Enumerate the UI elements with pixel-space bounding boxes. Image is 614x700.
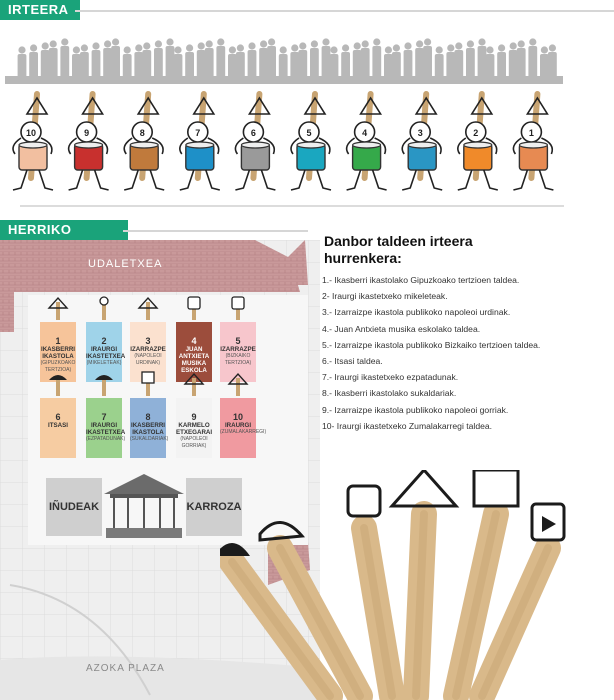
order-item: 10- Iraurgi ikastetxeko Zumalakarregi taldea. [322, 420, 493, 431]
crowd-illustration [0, 36, 614, 88]
hat-icon [92, 370, 116, 396]
lantern-icon [182, 294, 206, 320]
triangle-icon [46, 294, 70, 320]
group-number: 8 [145, 412, 151, 422]
chef-hat-icon [136, 370, 160, 396]
drummer-number: 3 [417, 128, 423, 138]
inudeak-box: IÑUDEAK [46, 478, 102, 536]
triangle-icon [226, 370, 250, 396]
group-block-10 [220, 398, 267, 458]
triangle-icon [182, 370, 206, 396]
group-number: 3 [145, 336, 151, 346]
order-item: 9.- Izarraizpe ikastola publikoko napoleoi gorriak. [322, 404, 509, 415]
order-item: 8.- Ikasberri ikastolako sukaldariak. [322, 388, 457, 399]
group-name: KARMELO ETXEGARAI [176, 422, 213, 436]
drummer-number: 5 [306, 128, 312, 138]
group-subtitle: (ZUMALAKARREGI) [220, 429, 267, 435]
drummer-3 [402, 94, 442, 190]
market-square-label: AZOKA PLAZA [86, 663, 165, 674]
group-number: 4 [191, 336, 197, 346]
group-subtitle: (GIPUZKOAKO TERTZIOA) [40, 360, 76, 373]
order-title-line2: hurrenkera: [324, 250, 402, 266]
group-number: 5 [235, 336, 241, 346]
group-subtitle: (NAPOLEOI GORRIAK) [180, 436, 208, 449]
section-title-departure: IRTEERA [0, 0, 80, 20]
triangle-icon [136, 294, 160, 320]
drummer-number: 1 [528, 128, 534, 138]
drummer-number: 9 [84, 128, 90, 138]
group-name: IRAURGI [224, 422, 252, 429]
drummer-number: 7 [195, 128, 201, 138]
drummer-1 [513, 94, 553, 190]
karroza-box: KARROZA [186, 478, 242, 536]
group-subtitle: (BIZKAIKO TERTZIOA) [224, 353, 252, 366]
group-block-8 [130, 398, 169, 458]
order-item: 5.- Izarraizpe ikastola publikoko Bizkaiko tertzioen taldea. [322, 339, 541, 350]
order-item: 4.- Juan Antxieta musika eskolako taldea. [322, 323, 481, 334]
parade-ground-line [20, 205, 564, 207]
group-name: IKASBERRI IKASTOLA [40, 346, 76, 360]
drummer-number: 10 [25, 128, 37, 138]
group-number: 9 [191, 412, 197, 422]
order-item: 1.- Ikasberri ikastolako Gipuzkoako tertzioen taldea. [322, 275, 520, 285]
header-rule [123, 230, 308, 232]
drummer-9 [69, 94, 109, 190]
drummer-10 [13, 94, 53, 190]
group-subtitle: (MIKELETEAK) [86, 360, 122, 366]
drummer-number: 8 [139, 128, 145, 138]
order-item: 6.- Itsasi taldea. [322, 356, 383, 367]
town-hall-label: UDALETXEA [88, 258, 163, 270]
drummer-5 [291, 94, 331, 190]
lantern-icon [226, 294, 250, 320]
header-rule [75, 10, 614, 12]
order-item: 2- Iraurgi ikastetxeko mikeleteak. [322, 291, 448, 302]
group-name: IZARRAZPE [130, 346, 166, 353]
group-block-9 [176, 398, 212, 458]
drumstick-icon [92, 294, 116, 320]
drummer-2 [458, 94, 498, 190]
order-title-line1: Danbor taldeen irteera [324, 233, 473, 249]
order-list [322, 272, 607, 434]
drummer-8 [124, 94, 164, 190]
group-number: 7 [101, 412, 107, 422]
drummer-4 [347, 94, 387, 190]
group-number: 10 [232, 412, 243, 422]
group-subtitle: (NAPOLEOI URDINAK) [134, 353, 162, 366]
drummers-parade [0, 88, 614, 200]
group-name: IRAURGI IKASTETXEA [86, 346, 126, 360]
group-number: 6 [55, 412, 61, 422]
group-block-6 [40, 398, 76, 458]
group-subtitle: (SUKALDARIAK) [130, 436, 169, 442]
drummer-6 [235, 94, 275, 190]
group-number: 1 [55, 336, 61, 346]
group-number: 2 [101, 336, 107, 346]
section-title-plaza: HERRIKO [0, 220, 128, 240]
drummer-7 [180, 94, 220, 190]
kiosk-icon [100, 470, 188, 542]
drumsticks-illustration [220, 470, 614, 700]
group-name: ITSASI [48, 422, 68, 429]
order-item: 3.- Izarraizpe ikastola publikoko napoleoi urdinak. [322, 307, 511, 318]
group-block-7 [86, 398, 126, 458]
order-item: 7.- Iraurgi ikastetxeko ezpatadunak. [322, 372, 459, 383]
group-name: IRAURGI IKASTETXEA [86, 422, 126, 436]
group-name: JUAN ANTXIETA MUSIKA ESKOLA [178, 346, 210, 374]
group-subtitle: (EZPATADUNAK) [86, 436, 126, 442]
group-name: IKASBERRI IKASTOLA [130, 422, 166, 436]
drumstick-triangle [392, 470, 456, 696]
group-name: IZARRAZPE [220, 346, 256, 353]
drummer-number: 2 [473, 128, 479, 138]
order-title [324, 233, 473, 267]
drummer-number: 6 [250, 128, 256, 138]
drummer-number: 4 [362, 128, 368, 138]
hat-icon [46, 370, 70, 396]
